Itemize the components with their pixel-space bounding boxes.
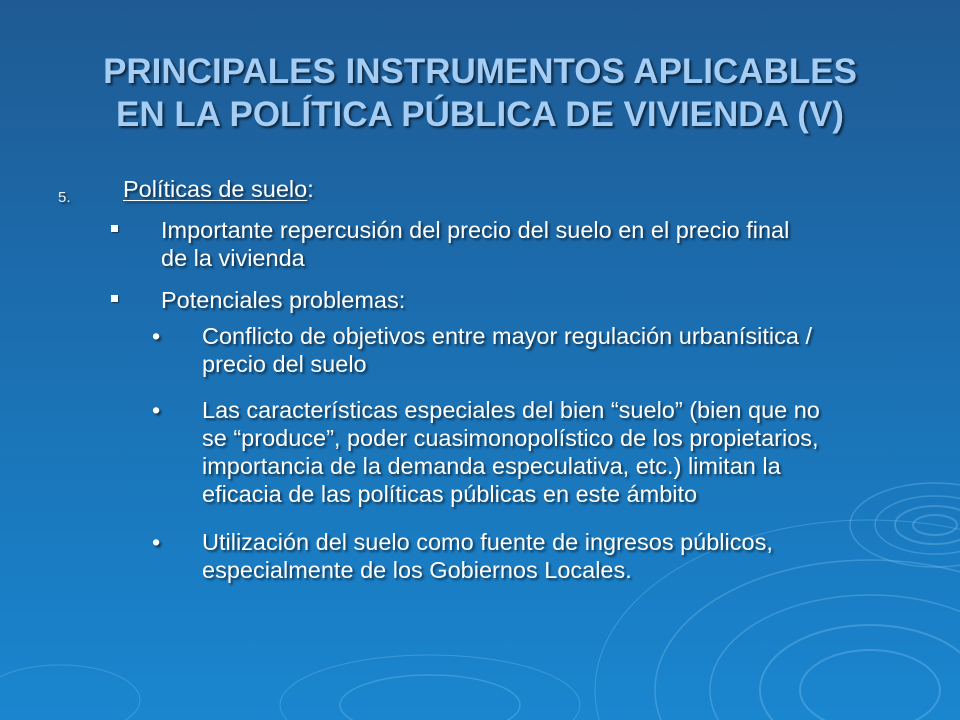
section-number: 5. xyxy=(58,189,71,206)
section-heading-label: Políticas de suelo xyxy=(123,176,308,202)
square-bullet-icon xyxy=(111,225,118,232)
bullet-line: Potenciales problemas: xyxy=(161,287,406,313)
sub-bullet-item xyxy=(202,396,922,508)
round-bullet-icon: • xyxy=(152,323,161,349)
sub-bullet-line: importancia de la demanda especulativa, etc.) limitan la xyxy=(202,453,781,479)
round-bullet-icon: • xyxy=(152,397,161,423)
sub-bullet-line: eficacia de las políticas públicas en este ámbito xyxy=(202,481,698,507)
square-bullet-icon xyxy=(111,295,118,302)
slide-title-line-2: EN LA POLÍTICA PÚBLICA DE VIVIENDA (V) xyxy=(116,95,844,134)
slide-title xyxy=(40,50,920,136)
bullet-line: de la vivienda xyxy=(161,245,305,271)
sub-bullet-line: Las características especiales del bien “suelo” (bien que no xyxy=(202,397,820,423)
section-heading xyxy=(123,175,314,203)
sub-bullet-item xyxy=(202,322,922,378)
bullet-item xyxy=(161,286,901,314)
section-heading-suffix: : xyxy=(307,176,314,202)
sub-bullet-line: Utilización del suelo como fuente de ingresos públicos, xyxy=(202,529,773,555)
sub-bullet-item xyxy=(202,528,922,584)
slide-title-line-1: PRINCIPALES INSTRUMENTOS APLICABLES xyxy=(103,52,857,91)
sub-bullet-line: Conflicto de objetivos entre mayor regulación urbanísitica / xyxy=(202,323,813,349)
bullet-line: Importante repercusión del precio del suelo en el precio final xyxy=(161,217,790,243)
bullet-item xyxy=(161,216,901,272)
sub-bullet-line: se “produce”, poder cuasimonopolístico de los propietarios, xyxy=(202,425,819,451)
round-bullet-icon: • xyxy=(152,529,161,555)
sub-bullet-line: precio del suelo xyxy=(202,351,367,377)
sub-bullet-line: especialmente de los Gobiernos Locales. xyxy=(202,557,632,583)
